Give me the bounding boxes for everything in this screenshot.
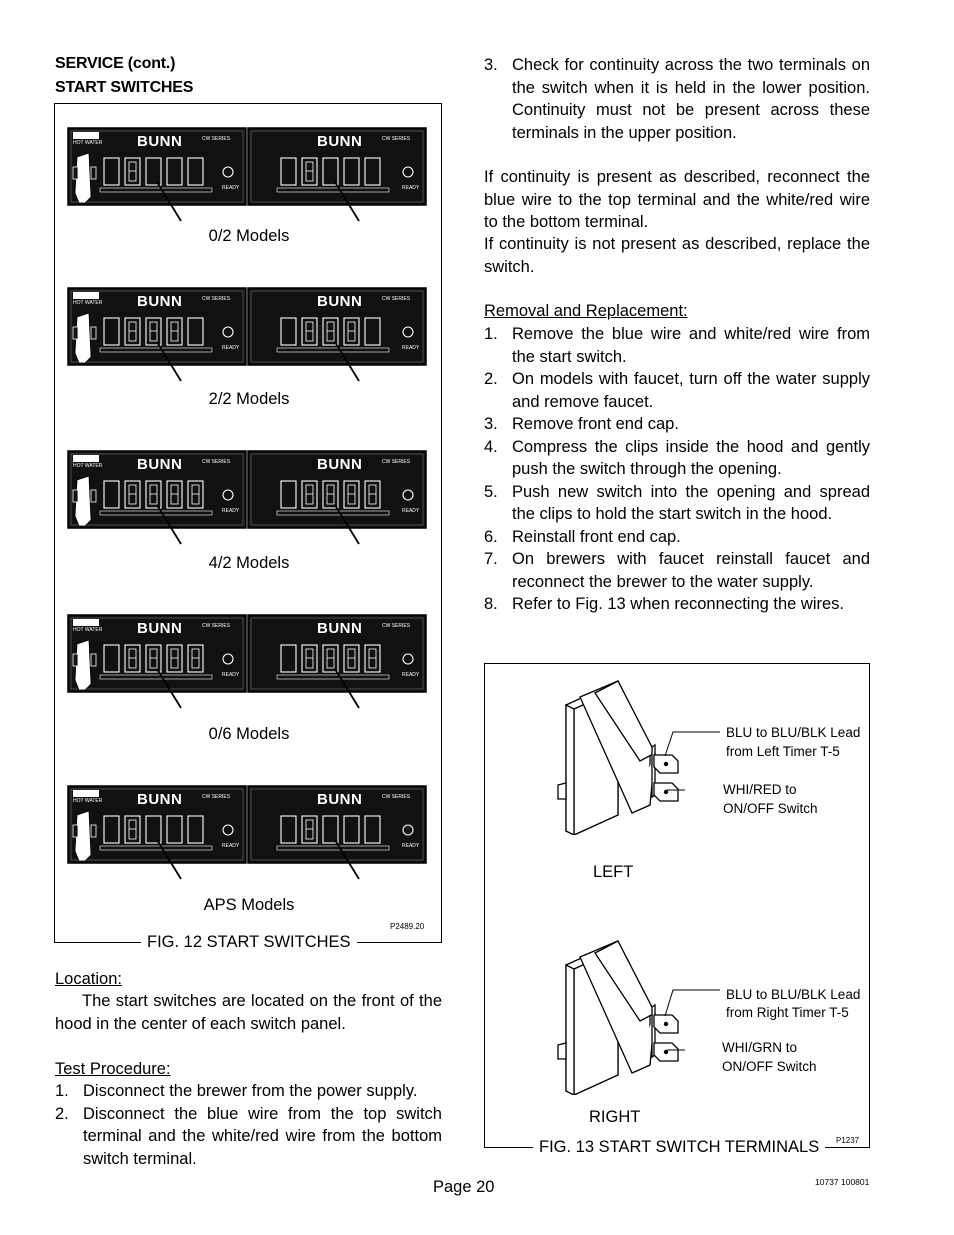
- brewer-panel-drawing: [67, 450, 427, 550]
- model-label: 0/6 Models: [208, 725, 290, 743]
- svg-text:READY: READY: [222, 843, 240, 849]
- svg-text:BUNN: BUNN: [137, 456, 183, 473]
- fig13-code: P1237: [836, 1136, 860, 1145]
- fig12-code: P2489.20: [390, 922, 425, 931]
- svg-text:CW SERIES: CW SERIES: [202, 794, 231, 800]
- test-step-2: 2. Disconnect the blue wire from the top switch terminal and the white/red wire from the bottom switch terminal.: [55, 1104, 442, 1168]
- test-step-1: 1. Disconnect the brewer from the power supply.: [55, 1082, 418, 1100]
- svg-text:HOT WATER: HOT WATER: [73, 463, 103, 469]
- svg-text:CW SERIES: CW SERIES: [202, 296, 231, 302]
- fig12-caption: FIG. 12 START SWITCHES: [141, 932, 357, 952]
- removal-step-1: 1. Remove the blue wire and white/red wire from the start switch.: [484, 325, 870, 366]
- svg-text:BUNN: BUNN: [317, 620, 363, 637]
- svg-text:READY: READY: [222, 185, 240, 191]
- right-top-lead-2: from Right Timer T-5: [726, 1005, 849, 1020]
- model-label: 4/2 Models: [208, 554, 290, 572]
- svg-text:HOT WATER: HOT WATER: [73, 627, 103, 633]
- removal-heading: Removal and Replacement:: [484, 302, 688, 320]
- svg-text:HOT WATER: HOT WATER: [73, 798, 103, 804]
- brewer-panel-drawing: [67, 614, 427, 714]
- left-switch-drawing: [540, 675, 720, 835]
- svg-text:BUNN: BUNN: [317, 456, 363, 473]
- svg-text:BUNN: BUNN: [137, 620, 183, 637]
- svg-text:BUNN: BUNN: [317, 791, 363, 808]
- left-top-lead-1: BLU to BLU/BLK Lead: [726, 725, 861, 740]
- svg-text:CW SERIES: CW SERIES: [382, 296, 411, 302]
- svg-text:CW SERIES: CW SERIES: [382, 136, 411, 142]
- left-bottom-lead-1: WHI/RED to: [723, 782, 797, 797]
- left-bottom-lead-2: ON/OFF Switch: [723, 801, 818, 816]
- removal-step-7: 7. On brewers with faucet reinstall faucet and reconnect the brewer to the water supply.: [484, 550, 870, 591]
- page-number: Page 20: [433, 1178, 495, 1196]
- left-switch-label: LEFT: [593, 863, 634, 881]
- svg-text:HOT WATER: HOT WATER: [73, 300, 103, 306]
- svg-text:READY: READY: [222, 508, 240, 514]
- svg-text:CW SERIES: CW SERIES: [202, 136, 231, 142]
- test-steps-right: [484, 54, 870, 144]
- location-heading: Location:: [55, 970, 122, 988]
- model-label: 2/2 Models: [208, 390, 290, 408]
- model-label: 0/2 Models: [208, 227, 290, 245]
- brewer-panel-drawing: [67, 287, 427, 387]
- svg-text:BUNN: BUNN: [317, 293, 363, 310]
- brewer-panel-drawing: [67, 785, 427, 885]
- model-label: APS Models: [203, 896, 295, 914]
- svg-text:READY: READY: [402, 843, 420, 849]
- svg-text:CW SERIES: CW SERIES: [382, 459, 411, 465]
- test-step-3: 3. Check for continuity across the two terminals on the switch when it is held in the lower position. Continuity must not be present across these terminals in the upper position.: [484, 56, 870, 142]
- svg-text:READY: READY: [222, 672, 240, 678]
- right-bottom-lead-1: WHI/GRN to: [722, 1040, 798, 1055]
- location-text: The start switches are located on the front of the hood in the center of each switch panel.: [55, 992, 442, 1033]
- svg-text:CW SERIES: CW SERIES: [202, 623, 231, 629]
- test-steps-left: [55, 1080, 442, 1170]
- svg-text:CW SERIES: CW SERIES: [382, 794, 411, 800]
- removal-step-3: 3. Remove front end cap.: [484, 415, 679, 433]
- removal-step-4: 4. Compress the clips inside the hood and gently push the switch through the opening.: [484, 437, 870, 478]
- left-top-lead-2: from Left Timer T-5: [726, 744, 840, 759]
- right-top-lead-1: BLU to BLU/BLK Lead: [726, 987, 861, 1002]
- right-switch-label: RIGHT: [589, 1108, 641, 1126]
- section-heading: START SWITCHES: [55, 79, 194, 96]
- svg-text:READY: READY: [402, 672, 420, 678]
- removal-step-8: 8. Refer to Fig. 13 when reconnecting the wires.: [484, 595, 845, 613]
- removal-step-2: 2. On models with faucet, turn off the water supply and remove faucet.: [484, 370, 870, 411]
- removal-step-6: 6. Reinstall front end cap.: [484, 527, 681, 546]
- svg-text:BUNN: BUNN: [137, 791, 183, 808]
- svg-text:BUNN: BUNN: [317, 133, 363, 150]
- removal-steps: [484, 323, 870, 616]
- right-switch-drawing: [540, 935, 720, 1095]
- fig13-caption: FIG. 13 START SWITCH TERMINALS: [533, 1137, 825, 1157]
- svg-text:CW SERIES: CW SERIES: [382, 623, 411, 629]
- svg-text:READY: READY: [402, 345, 420, 351]
- brewer-panel-drawing: [67, 127, 427, 227]
- continuity-absent: If continuity is not present as described, replace the switch.: [484, 235, 870, 276]
- svg-text:READY: READY: [222, 345, 240, 351]
- doc-code: 10737 100801: [815, 1177, 870, 1187]
- removal-step-5: 5. Push new switch into the opening and spread the clips to hold the start switch in the hood.: [484, 482, 870, 523]
- svg-text:READY: READY: [402, 185, 420, 191]
- svg-text:READY: READY: [402, 508, 420, 514]
- svg-text:BUNN: BUNN: [137, 293, 183, 310]
- svg-text:BUNN: BUNN: [137, 133, 183, 150]
- continuity-present: If continuity is present as described, reconnect the blue wire to the top terminal and the white/red wire to the bottom terminal.: [484, 168, 870, 231]
- test-heading: Test Procedure:: [55, 1060, 171, 1078]
- service-heading: SERVICE (cont.): [55, 55, 176, 72]
- svg-text:HOT WATER: HOT WATER: [73, 140, 103, 146]
- right-bottom-lead-2: ON/OFF Switch: [722, 1059, 817, 1074]
- svg-text:CW SERIES: CW SERIES: [202, 459, 231, 465]
